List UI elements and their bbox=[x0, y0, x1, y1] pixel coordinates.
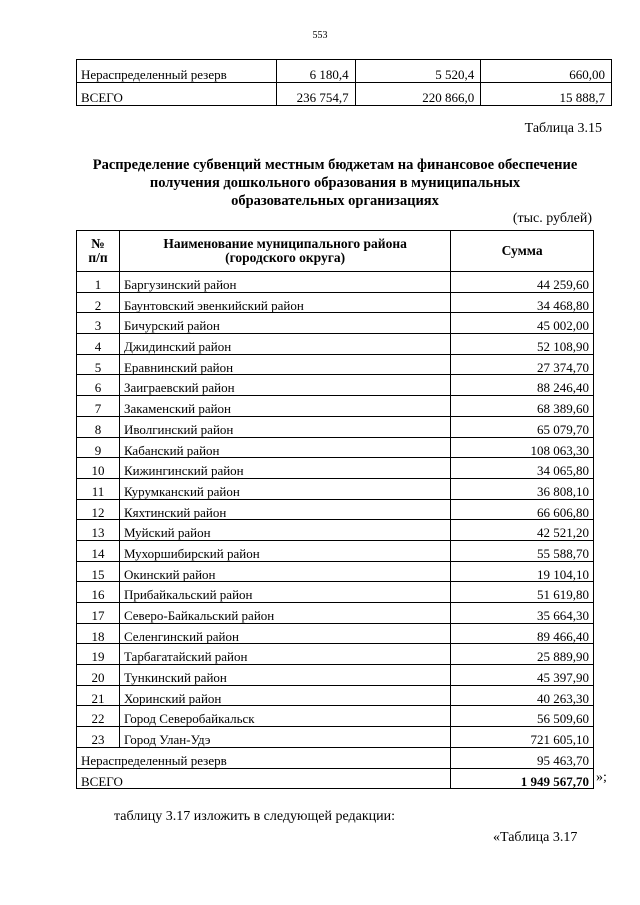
page-number: 553 bbox=[312, 30, 328, 41]
row-label: Нераспределенный резерв bbox=[77, 747, 451, 768]
row-number: 21 bbox=[77, 685, 120, 706]
table-row bbox=[77, 60, 612, 83]
table-row bbox=[77, 706, 594, 727]
unit-label: (тыс. рублей) bbox=[512, 211, 592, 226]
table-row bbox=[77, 83, 612, 106]
district-name: Прибайкальский район bbox=[119, 582, 450, 603]
value-cell: 220 866,0 bbox=[355, 83, 481, 106]
row-number: 6 bbox=[77, 375, 120, 396]
row-number: 20 bbox=[77, 665, 120, 686]
sum-cell: 27 374,70 bbox=[451, 354, 594, 375]
table-header-row bbox=[77, 231, 594, 272]
row-number: 16 bbox=[77, 582, 120, 603]
table-row bbox=[77, 665, 594, 686]
title-line: Распределение субвенций местным бюджетам на финансовое обеспечение bbox=[92, 157, 578, 173]
district-name: Северо-Байкальский район bbox=[119, 603, 450, 624]
sum-cell: 19 104,10 bbox=[451, 561, 594, 582]
table-title bbox=[70, 156, 600, 210]
sum-cell: 721 605,10 bbox=[451, 727, 594, 748]
sum-cell: 66 606,80 bbox=[451, 499, 594, 520]
row-number: 2 bbox=[77, 292, 120, 313]
instruction-text: таблицу 3.17 изложить в следующей редакции: bbox=[114, 809, 396, 824]
row-number: 10 bbox=[77, 458, 120, 479]
sum-cell: 44 259,60 bbox=[451, 272, 594, 293]
district-name: Кабанский район bbox=[119, 437, 450, 458]
table-row bbox=[77, 727, 594, 748]
district-name: Еравнинский район bbox=[119, 354, 450, 375]
table-row bbox=[77, 458, 594, 479]
sum-cell: 68 389,60 bbox=[451, 396, 594, 417]
table-row bbox=[77, 478, 594, 499]
row-number: 18 bbox=[77, 623, 120, 644]
row-number: 1 bbox=[77, 272, 120, 293]
row-number: 15 bbox=[77, 561, 120, 582]
subventions-table bbox=[76, 230, 594, 789]
table-row bbox=[77, 582, 594, 603]
table-row bbox=[77, 499, 594, 520]
table-row bbox=[77, 272, 594, 293]
closing-quote: »; bbox=[596, 770, 607, 785]
sum-cell: 40 263,30 bbox=[451, 685, 594, 706]
table-caption: Таблица 3.15 bbox=[524, 121, 602, 136]
row-number: 17 bbox=[77, 603, 120, 624]
table-row bbox=[77, 313, 594, 334]
district-name: Хоринский район bbox=[119, 685, 450, 706]
district-name: Город Северобайкальск bbox=[119, 706, 450, 727]
district-name: Курумканский район bbox=[119, 478, 450, 499]
district-name: Джидинский район bbox=[119, 334, 450, 355]
district-name: Муйский район bbox=[119, 520, 450, 541]
value-cell: 5 520,4 bbox=[355, 60, 481, 83]
row-number: 4 bbox=[77, 334, 120, 355]
table-row bbox=[77, 396, 594, 417]
total-row bbox=[77, 768, 594, 789]
row-number: 23 bbox=[77, 727, 120, 748]
title-line: образовательных организациях bbox=[231, 193, 439, 209]
header-name: Наименование муниципального района (городского округа) bbox=[119, 231, 450, 272]
sum-cell: 65 079,70 bbox=[451, 416, 594, 437]
district-name: Бичурский район bbox=[119, 313, 450, 334]
row-number: 9 bbox=[77, 437, 120, 458]
sum-cell: 45 397,90 bbox=[451, 665, 594, 686]
table-row bbox=[77, 375, 594, 396]
next-table-caption: «Таблица 3.17 bbox=[493, 830, 578, 845]
row-number: 5 bbox=[77, 354, 120, 375]
table-row bbox=[77, 520, 594, 541]
sum-cell: 52 108,90 bbox=[451, 334, 594, 355]
table-row bbox=[77, 334, 594, 355]
row-number: 11 bbox=[77, 478, 120, 499]
table-row bbox=[77, 354, 594, 375]
sum-cell: 36 808,10 bbox=[451, 478, 594, 499]
district-name: Тарбагатайский район bbox=[119, 644, 450, 665]
district-name: Кижингинский район bbox=[119, 458, 450, 479]
table-row bbox=[77, 685, 594, 706]
reserve-row bbox=[77, 747, 594, 768]
district-name: Иволгинский район bbox=[119, 416, 450, 437]
previous-table-fragment bbox=[76, 59, 612, 106]
row-number: 14 bbox=[77, 540, 120, 561]
sum-cell: 34 065,80 bbox=[451, 458, 594, 479]
table-row bbox=[77, 644, 594, 665]
sum-cell: 35 664,30 bbox=[451, 603, 594, 624]
sum-cell: 88 246,40 bbox=[451, 375, 594, 396]
district-name: Мухоршибирский район bbox=[119, 540, 450, 561]
row-number: 3 bbox=[77, 313, 120, 334]
district-name: Заиграевский район bbox=[119, 375, 450, 396]
row-number: 19 bbox=[77, 644, 120, 665]
district-name: Закаменский район bbox=[119, 396, 450, 417]
district-name: Баргузинский район bbox=[119, 272, 450, 293]
value-cell: 6 180,4 bbox=[276, 60, 355, 83]
sum-cell: 108 063,30 bbox=[451, 437, 594, 458]
row-number: 7 bbox=[77, 396, 120, 417]
district-name: Селенгинский район bbox=[119, 623, 450, 644]
value-cell: 236 754,7 bbox=[276, 83, 355, 106]
sum-cell: 45 002,00 bbox=[451, 313, 594, 334]
row-name: Нераспределенный резерв bbox=[77, 60, 277, 83]
header-number: № п/п bbox=[77, 231, 120, 272]
table-row bbox=[77, 540, 594, 561]
row-number: 12 bbox=[77, 499, 120, 520]
table-row bbox=[77, 623, 594, 644]
sum-cell: 42 521,20 bbox=[451, 520, 594, 541]
header-sum: Сумма bbox=[451, 231, 594, 272]
table-row bbox=[77, 416, 594, 437]
sum-cell: 89 466,40 bbox=[451, 623, 594, 644]
sum-cell: 95 463,70 bbox=[451, 747, 594, 768]
district-name: Город Улан-Удэ bbox=[119, 727, 450, 748]
value-cell: 660,00 bbox=[481, 60, 612, 83]
district-name: Окинский район bbox=[119, 561, 450, 582]
sum-cell: 1 949 567,70 bbox=[451, 768, 594, 789]
sum-cell: 55 588,70 bbox=[451, 540, 594, 561]
row-number: 8 bbox=[77, 416, 120, 437]
row-label: ВСЕГО bbox=[77, 768, 451, 789]
sum-cell: 56 509,60 bbox=[451, 706, 594, 727]
value-cell: 15 888,7 bbox=[481, 83, 612, 106]
row-name: ВСЕГО bbox=[77, 83, 277, 106]
title-line: получения дошкольного образования в муниципальных bbox=[149, 175, 521, 191]
table-row bbox=[77, 437, 594, 458]
sum-cell: 51 619,80 bbox=[451, 582, 594, 603]
district-name: Тункинский район bbox=[119, 665, 450, 686]
table-row bbox=[77, 292, 594, 313]
row-number: 22 bbox=[77, 706, 120, 727]
table-row bbox=[77, 561, 594, 582]
sum-cell: 34 468,80 bbox=[451, 292, 594, 313]
district-name: Кяхтинский район bbox=[119, 499, 450, 520]
district-name: Баунтовский эвенкийский район bbox=[119, 292, 450, 313]
sum-cell: 25 889,90 bbox=[451, 644, 594, 665]
row-number: 13 bbox=[77, 520, 120, 541]
table-row bbox=[77, 603, 594, 624]
